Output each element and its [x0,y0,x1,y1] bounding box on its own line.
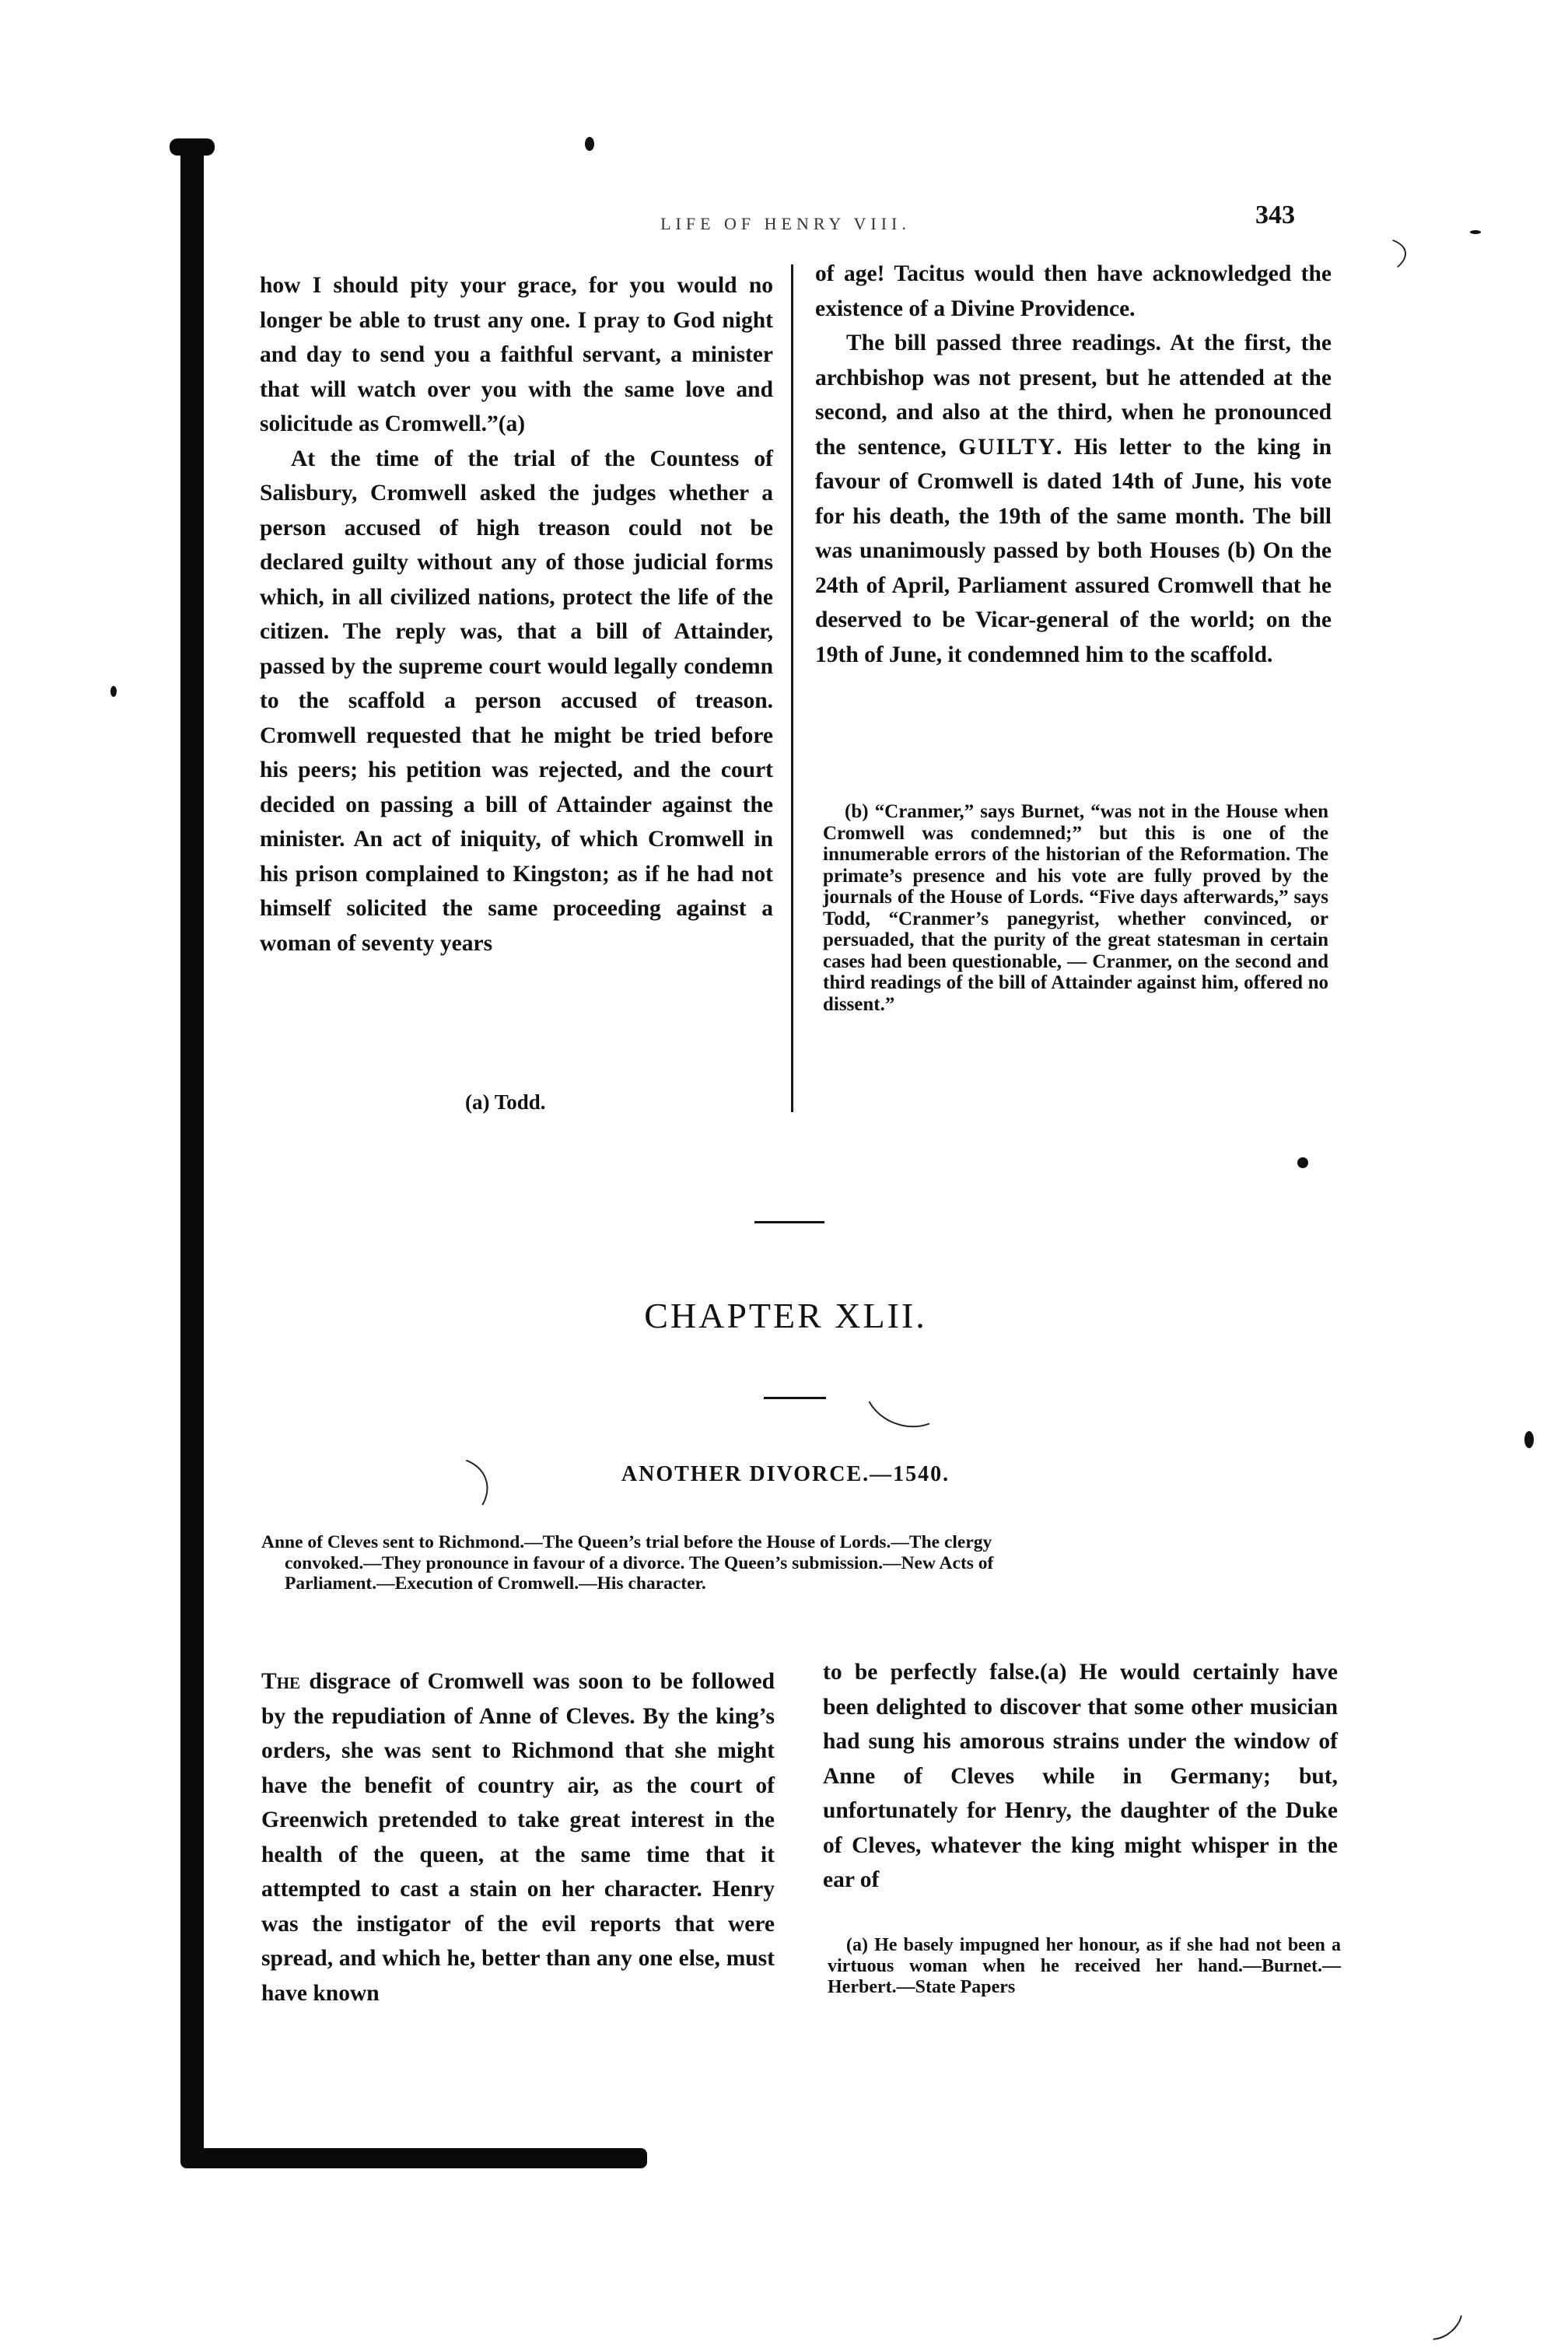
pen-scribble [853,1340,961,1439]
binding-rule [180,148,204,2162]
binding-rule-foot [180,2148,647,2168]
running-head: LIFE OF HENRY VIII. [660,214,911,233]
paragraph: to be perfectly false.(a) He would certainly have been delighted to discover that some other musician had sung his amorous strains under the window of Anne of Cleves while in Germany; but, unfortunately for Henry, the daughter of the Duke of Cleves, whatever the king might whisper in the ear of [823,1660,1338,1892]
top-left-column [260,268,773,961]
chapter-heading: CHAPTER XLII. [644,1296,927,1335]
ink-stain [1470,230,1481,234]
ornamental-rule [764,1397,826,1399]
paragraph: of age! Tacitus would then have acknowledged the existence of a Divine Providence. [815,261,1332,321]
paragraph [261,1664,775,2010]
ink-stain [1524,1431,1534,1448]
synopsis-line: Anne of Cleves sent to Richmond.—The Queen’s trial before the House of Lords.—The clergy [261,1532,992,1552]
footnote-text: (b) “Cranmer,” says Burnet, “was not in the House when Cromwell was condemned;” but this is one of the innumerable errors of the historian of the Reformation. The primate’s presence and his vote are fully proved by the journals of the House of Lords. “Five days afterwards,” says Todd, “Cranmer’s panegyrist, whether convinced, or persuaded, that the purity of the great statesman in certain cases had been questionable, — Cranmer, on the second and third readings of the bill of Attainder against him, offered no dissent.” [823,801,1328,1015]
synopsis-line: convoked.—They pronounce in favour of a divorce. The Queen’s submission.—New Acts of [285,1552,994,1573]
footnote [823,801,1328,1015]
ink-stain [585,137,594,151]
footnote [828,1935,1341,1998]
bottom-right-column [823,1655,1338,1898]
opening-word: The [261,1669,301,1694]
section-heading: ANOTHER DIVORCE.—1540. [621,1462,950,1486]
paragraph: how I should pity your grace, for you would no longer be able to trust any one. I pray to God night and day to send you a faithful servant, a minister that will watch over you with the same love and solicitude as Cromwell.”(a) [260,273,773,436]
ink-stain [1297,1157,1308,1168]
footnote-text: (a) He basely impugned her honour, as if she had not been a virtuous woman when he received her hand.—Burnet.—Herbert.—State Papers [828,1935,1341,1997]
bottom-left-column [261,1664,775,2010]
paragraph-text: The bill passed three readings. At the first, the archbishop was not present, but he attended at the second, and also at the third, when he pronounced the sentence, [815,331,1332,460]
column-divider [791,264,793,1112]
paragraph-text: disgrace of Cromwell was soon to be followed by the repudiation of Anne of Cleves. By the king’s orders, she was sent to Richmond that she might have the benefit of country air, as the court of Greenwich pretended to take great interest in the health of the queen, at the same time that it attempted to cast a stain on her character. Henry was the instigator of the evil reports that were spread, and which he, better than any one else, must have known [261,1669,775,2006]
paragraph [815,326,1332,672]
paragraph: At the time of the trial of the Countess of Salisbury, Cromwell asked the judges whether a person accused of high treason could not be declared guilty without any of those judicial forms which, in all civilized nations, protect the life of the citizen. The reply was, that a bill of Attainder, passed by the supreme court would legally condemn to the scaffold a person accused of treason. Cromwell requested that he might be tried before his peers; his petition was rejected, and the court decided on passing a bill of Attainder against the minister. An act of iniquity, of which Cromwell in his prison complained to Kingston; as if he had not himself solicited the same proceeding against a woman of seventy years [260,446,773,956]
verdict-text: GUILTY [958,434,1056,460]
ink-stain [110,686,117,697]
paragraph-text: . His letter to the king in favour of Cromwell is dated 14th of June, his vote for his death, the 19th of the same month. The bill was unanimously passed by both Houses (b) On the 24th of April, Parliament assured Cromwell that he deserved to be Vicar-general of the world; on the 19th of June, it condemned him to the scaffold. [815,434,1332,667]
pen-scribble [383,1444,499,1546]
synopsis-line: Parliament.—Execution of Cromwell.—His character. [285,1573,706,1594]
top-right-column [815,257,1332,672]
page-number: 343 [1255,201,1295,229]
ornamental-rule [754,1221,824,1223]
chapter-synopsis [261,1532,1335,1594]
footnote: (a) Todd. [465,1090,546,1114]
